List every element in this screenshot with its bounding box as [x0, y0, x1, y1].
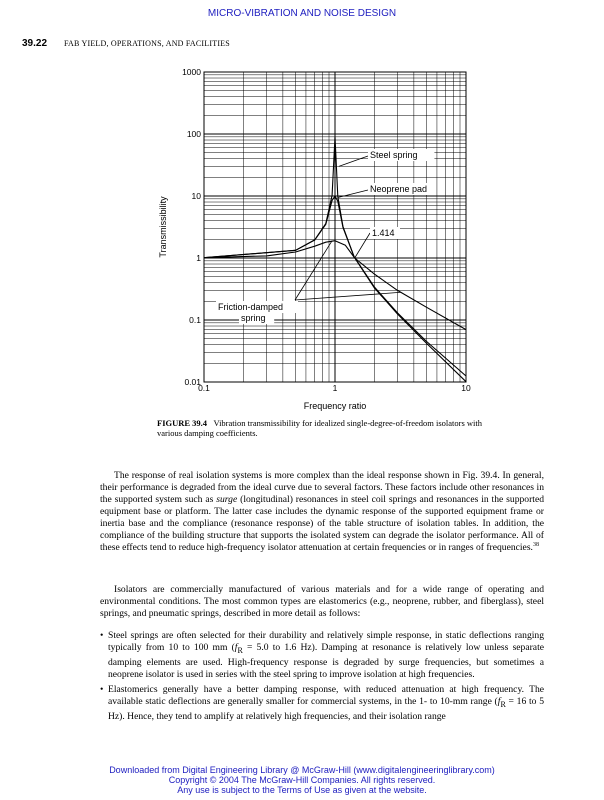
x-tick-label: 10: [461, 383, 471, 393]
x-axis-label: Frequency ratio: [303, 401, 367, 411]
chart-grid: [204, 72, 466, 382]
footer-copyright: Copyright © 2004 The McGraw-Hill Companies. All rights reserved.: [168, 775, 436, 785]
annotation-spring: spring: [241, 313, 266, 323]
list-item-elastomerics: • Elastomerics generally have a better damping response, with reduced attenuation at high frequency. The available static deflections are generally smaller for commercial systems, in the 1- to 10-mm range ($f_R = 16$ to 5 Hz). Hence, they tend to amplify at relatively high frequencies, and their isolation range: [100, 684, 544, 723]
leader-1414: [355, 233, 370, 258]
chart-annotations: [216, 149, 434, 324]
reference-38: 38: [532, 541, 539, 548]
annotation-neoprene-pad: Neoprene pad: [370, 184, 428, 194]
y-tick-label: 100: [186, 129, 201, 139]
paragraph-1: The response of real isolation systems is more complex than the ideal response shown in Fig. 39.4. In general, their performance is degraded from the ideal curve due to several factors. These factors include other resonances in the supported system such as surge (longitudinal) resonances in steel coil springs and resonances in the supported equipment base or platform. The latter case includes the dynamic response of the supported equipment frame or inertia base and the compliance (resonance response) of the table structure of isolation tables. In addition, the compliance of the building structure that supports the isolated system can degrade the isolator performance. All of these effects tend to reduce high-frequency isolator attenuation at certain frequencies or in ranges of frequencies.$^{38}$: [100, 470, 545, 553]
isolator-types-list: [100, 630, 544, 726]
footer-download-link[interactable]: Downloaded from Digital Engineering Library @ McGraw-Hill (www.digitalengineeringlibrary.com): [109, 765, 495, 775]
y-tick-label: 1: [196, 253, 201, 263]
x-tick-label: 0.1: [198, 383, 210, 393]
y-axis-label: Transmissibility: [158, 196, 168, 258]
annotation-friction-damped: Friction-damped: [218, 302, 284, 312]
paragraph-2: Isolators are commercially manufactured of various materials and for a wide range of operating and environmental conditions. The most common types are elastomerics (e.g., neoprene, rubber, and fiberglass), steel springs, and pneumatic springs, described in more detail as follows:: [100, 584, 544, 619]
figure-label: FIGURE 39.4: [157, 418, 208, 428]
footer-terms: Any use is subject to the Terms of Use as given at the website.: [177, 785, 427, 795]
leader-friction-damped-1: [295, 241, 332, 300]
annotation-1414: 1.414: [372, 228, 395, 238]
running-header: MICRO-VIBRATION AND NOISE DESIGN: [207, 8, 397, 19]
section-title: FAB YIELD, OPERATIONS, AND FACILITIES: [64, 39, 230, 48]
page-number: 39.22: [22, 38, 48, 49]
list-item-steel-springs: • Steel springs are often selected for their durability and relatively simple response, in static deflections ranging typically from 10 to 100 mm ($f_R = 5.0$ to 1.6 Hz). Damping at resonance is relatively low unless separate damping elements are used. High-frequency response is degraded by surge frequencies, but sometimes a neoprene isolator is used in series with the steel spring to improve isolation at high frequencies.: [100, 630, 544, 681]
figure-caption: [157, 418, 487, 438]
y-tick-label: 0.01: [184, 377, 201, 387]
annotation-steel-spring: Steel spring: [370, 150, 418, 160]
x-tick-label: 1: [332, 383, 338, 393]
footer-notice: [0, 765, 604, 795]
figure-caption-text: Vibration transmissibility for idealized single-degree-of-freedom isolators with various damping coefficients.: [157, 418, 483, 438]
y-tick-label: 1000: [182, 67, 201, 77]
y-tick-label: 10: [191, 191, 201, 201]
y-tick-label: 0.1: [189, 315, 201, 325]
leader-steel-spring: [339, 156, 368, 166]
